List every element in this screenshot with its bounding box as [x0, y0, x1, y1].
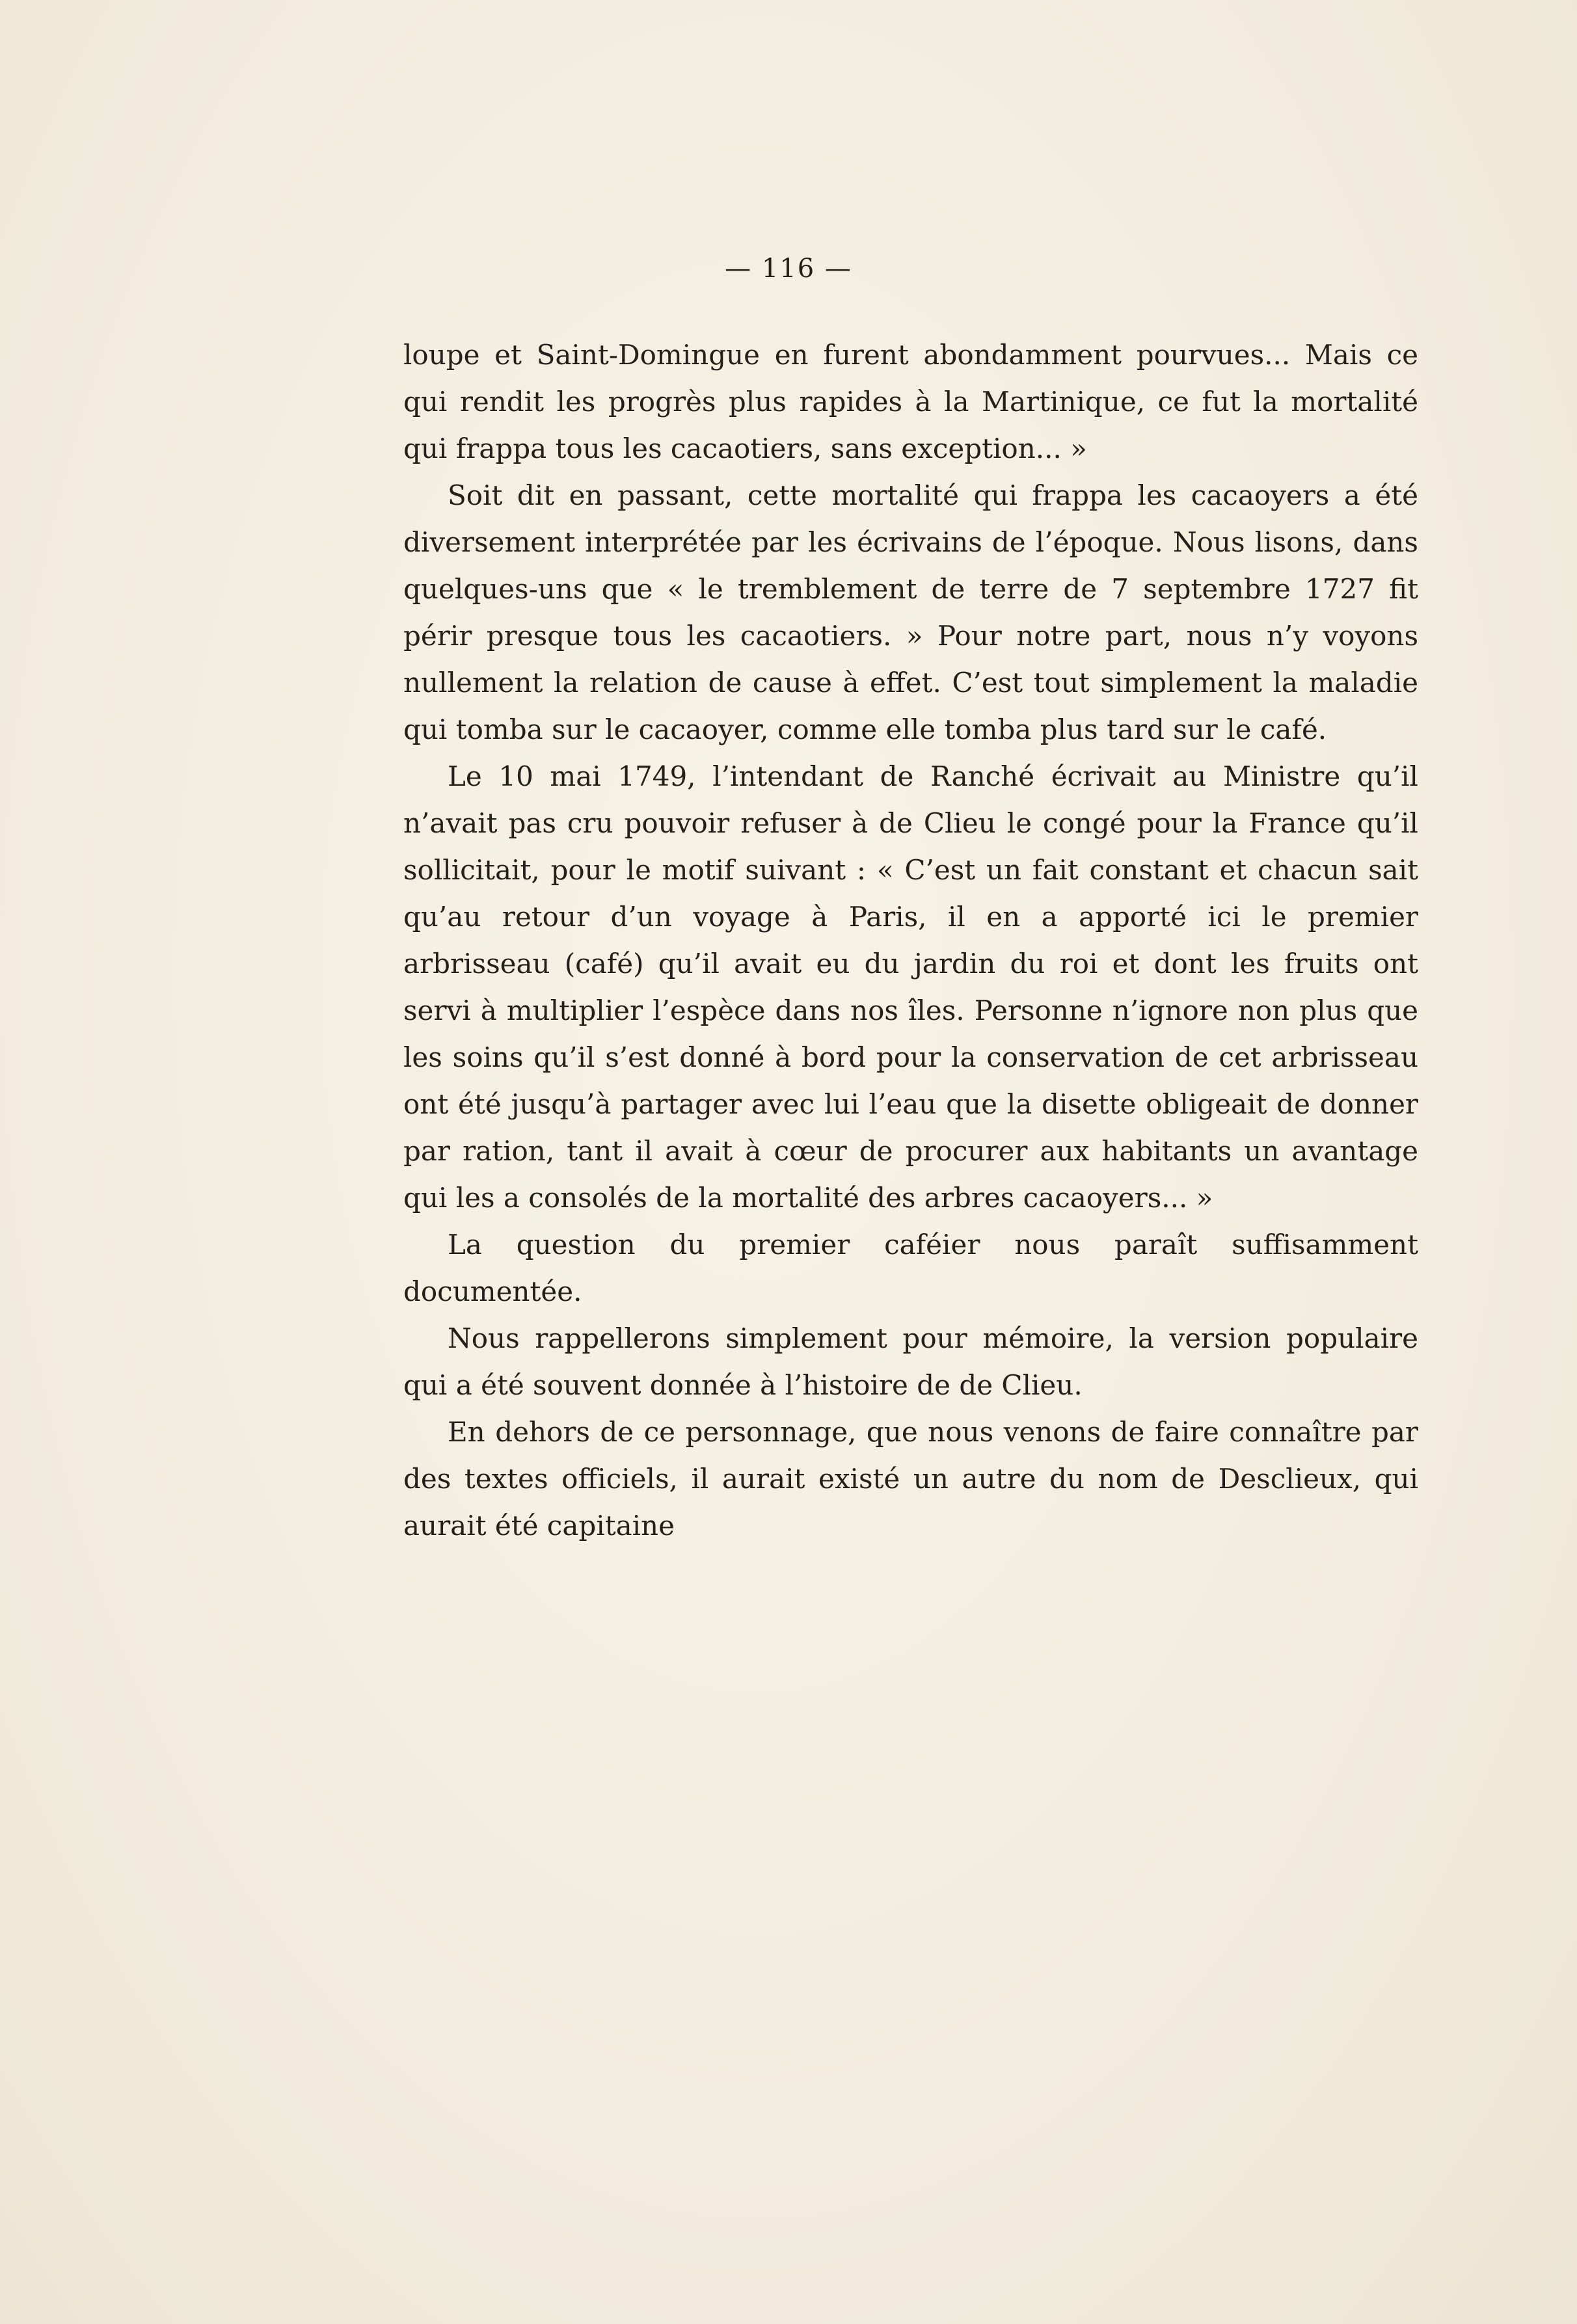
paragraph: En dehors de ce personnage, que nous venons de faire connaître par des textes officiels, il aurait existé un autre du nom de Desclieux, qui aurait été capitaine: [403, 1416, 1418, 1542]
paragraph: La question du premier caféier nous paraît suffisamment documentée.: [403, 1229, 1418, 1307]
paragraph: Le 10 mai 1749, l’intendant de Ranché écrivait au Ministre qu’il n’avait pas cru pouvoir refuser à de Clieu le congé pour la France qu’il sollicitait, pour le motif suivant : « C’est un fait constant et chacun sait qu’au retour d’un voyage à Paris, il en a apporté ici le premier arbrisseau (café) qu’il avait eu du jardin du roi et dont les fruits ont servi à multiplier l’espèce dans nos îles. Personne n’ignore non plus que les soins qu’il s’est donné à bord pour la conservation de cet arbrisseau ont été jusqu’à partager avec lui l’eau que la disette obligeait de donner par ration, tant il avait à cœur de procurer aux habitants un avantage qui les a consolés de la mortalité des arbres cacaoyers... »: [403, 760, 1418, 1214]
paragraph: Nous rappellerons simplement pour mémoire, la version populaire qui a été souvent donnée à l’histoire de de Clieu.: [403, 1322, 1418, 1401]
paragraph: Soit dit en passant, cette mortalité qui frappa les cacaoyers a été diversement interprétée par les écrivains de l’époque. Nous lisons, dans quelques-uns que « le tremblement de terre de 7 septembre 1727 fit périr presque tous les cacaotiers. » Pour notre part, nous n’y voyons nullement la relation de cause à effet. C’est tout simplement la maladie qui tomba sur le cacaoyer, comme elle tomba plus tard sur le café.: [403, 479, 1418, 745]
paragraph: loupe et Saint-Domingue en furent abondamment pourvues... Mais ce qui rendit les progrès plus rapides à la Martinique, ce fut la mortalité qui frappa tous les cacaotiers, sans exception... »: [403, 339, 1418, 464]
page-number: — 116 —: [725, 254, 852, 284]
page-body-text: [403, 332, 1418, 1549]
